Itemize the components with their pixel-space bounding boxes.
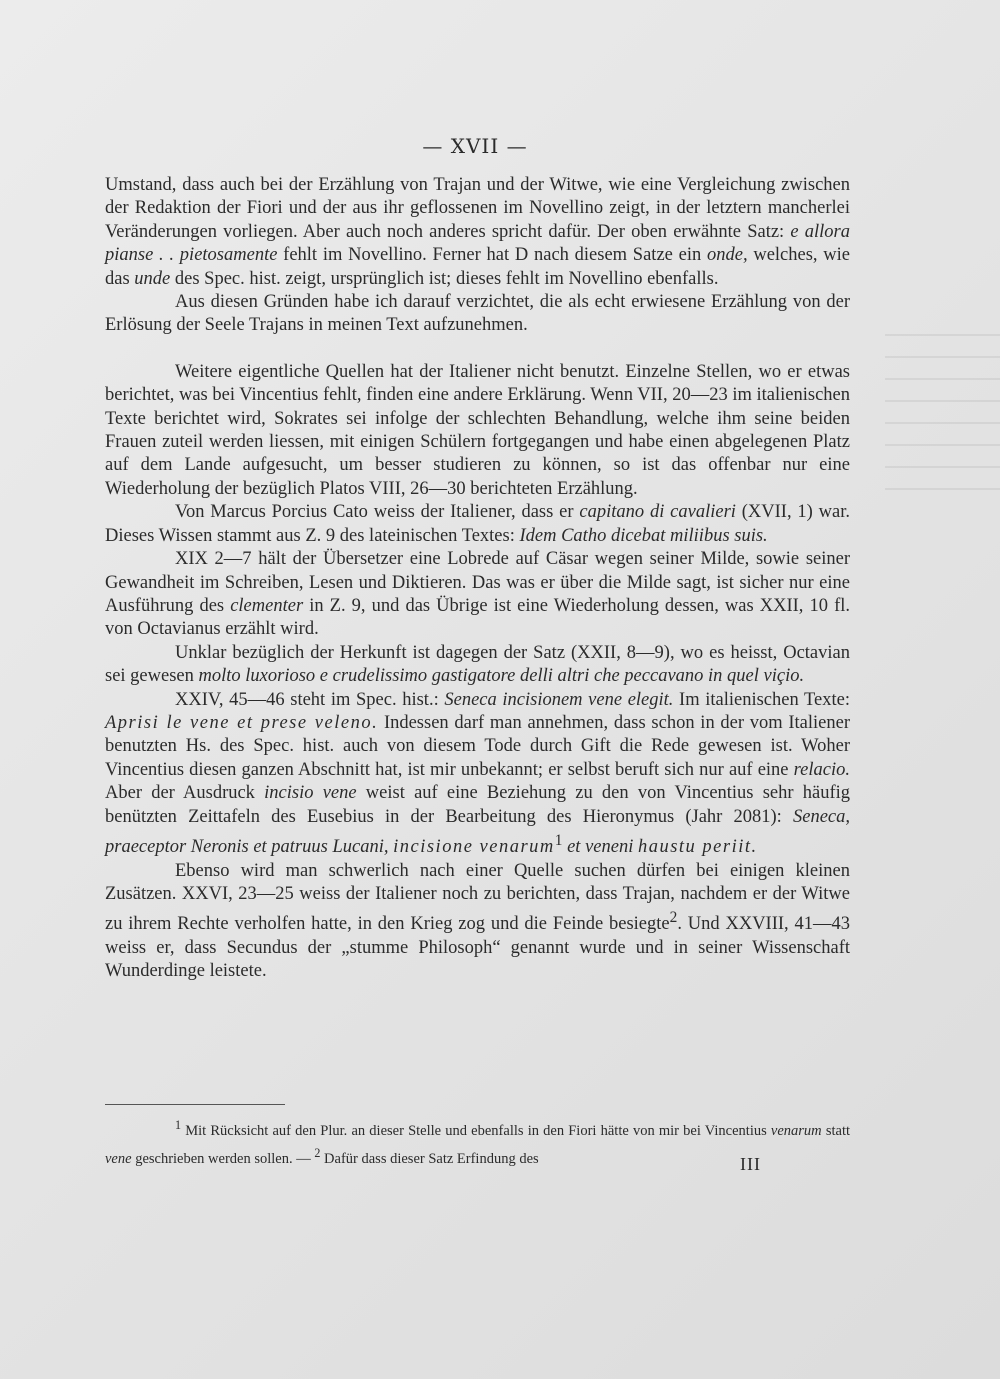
text-segment: incisione venarum	[393, 837, 555, 858]
text-segment: fehlt im Novellino. Ferner hat D nach diesem Satze ein	[277, 245, 707, 266]
text-segment: Aprisi le vene et prese veleno.	[105, 712, 379, 733]
text-segment: Weitere eigentliche Quellen hat der Italiener nicht benutzt. Einzelne Stellen, wo er etwas berichtet, was bei Vincentius fehlt, finden eine andere Erklärung. Wenn VII, 20—23 im italienischen Texte berichtet wird, Sokrates sei infolge der schlechten Behandlung, welche ihm seine beiden Frauen zuteil werden liessen, mit einigen Schülern fortgegangen und habe einen abgelegenen Platz auf dem Lande aufgesucht, um besser studieren zu können, so ist das offenbar nur eine Wiederholung der bezüglich Platos VIII, 26—30 berichteten Erzählung.	[105, 361, 850, 499]
text-segment: weist auf eine Beziehung zu den von Vincentius sehr häufig benützten Zeittafeln des Eusebius in der Bearbeitung des Hieronymus (Jahr 2081):	[105, 783, 851, 827]
signature-mark: III	[740, 1154, 761, 1174]
text-segment: incisio vene	[264, 783, 357, 804]
text-segment: venarum	[770, 1122, 822, 1139]
text-segment: in Z. 9, und das Übrige ist eine Wiederholung dessen, was XXII, 10 fl. von Octavianus erzählt wird.	[105, 595, 851, 640]
footnote-marker: 2	[669, 909, 678, 927]
text-segment: Aber der Ausdruck	[105, 783, 265, 804]
text-segment: Dafür dass dieser Satz Erfindung des	[320, 1150, 539, 1167]
text-segment: vene	[105, 1150, 132, 1167]
text-segment: Ebenso wird man schwerlich nach einer Quelle suchen dürfen bei einigen kleinen Zusätzen. XXVI, 23—25 weiss der Italiener noch zu berichten, dass Trajan, nachdem er der Witwe zu ihrem Rechte verholfen hatte, in den Krieg zog und die Feinde besiegte	[105, 860, 850, 935]
paragraph	[105, 361, 850, 501]
text-segment: e allora pianse . . pietosamente	[105, 221, 850, 266]
text-segment: relacio.	[793, 759, 850, 780]
paragraph	[105, 501, 850, 548]
page-number: — XVII —	[422, 134, 528, 158]
paragraph	[105, 860, 850, 984]
text-segment: onde,	[706, 245, 748, 266]
text-segment: Indessen darf man annehmen, dass schon in der vom Italiener benutzten Hs. des Spec. hist. auch von diesem Tode durch Gift die Rede gewesen ist. Woher Vincentius diesen ganzen Abschnitt hat, ist mir unbekannt; er selbst beruft sich nur auf eine	[105, 712, 850, 780]
text-segment: unde	[134, 268, 171, 289]
text-segment: capitano di cavalieri	[579, 502, 736, 523]
paragraph	[105, 548, 850, 642]
text-segment: et veneni	[562, 837, 638, 858]
text-segment: Mit Rücksicht auf den Plur. an dieser Stelle und ebenfalls in den Fiori hätte von mir bei Vincentius	[181, 1122, 771, 1139]
footnote-marker: 1	[554, 831, 563, 849]
footnote-marker: 1	[175, 1118, 182, 1132]
text-segment: Im italienischen Texte:	[673, 689, 850, 710]
text-segment: Unklar bezüglich der Herkunft ist dagegen der Satz (XXII, 8—9), wo es heisst, Octavian sei gewesen	[105, 642, 850, 687]
footnotes	[105, 1114, 850, 1170]
text-segment: des Spec. hist. zeigt, ursprünglich ist; dieses fehlt im Novellino ebenfalls.	[170, 268, 719, 289]
footnote-marker: 2	[314, 1145, 321, 1160]
text-segment: XXIV, 45—46 steht im Spec. hist.:	[175, 689, 445, 710]
body-text	[105, 174, 850, 984]
text-segment: welches, wie das	[105, 245, 851, 289]
paragraph	[105, 291, 850, 338]
paragraph	[105, 174, 850, 291]
show-through-text	[885, 330, 1000, 490]
text-segment: molto luxorioso e crudelissimo gastigatore delli altri che peccavano in quel viçio.	[198, 666, 805, 687]
text-segment: statt	[821, 1122, 851, 1139]
text-segment: Seneca, praeceptor Neronis et patruus Lucani,	[105, 806, 850, 858]
text-segment: . Und XXVIII, 41—43 weiss er, dass Secundus der „stumme Philosoph“ genannt wurde und in seiner Wissenschaft Wunderdinge leistete.	[105, 914, 850, 982]
text-segment: Aus diesen Gründen habe ich darauf verzichtet, die als echt erwiesene Erzählung von der Erlösung der Seele Trajans in meinen Text aufzunehmen.	[105, 292, 850, 336]
text-segment: geschrieben werden sollen. —	[131, 1150, 315, 1167]
paragraph	[105, 642, 850, 689]
text-segment: XIX 2—7 hält der Übersetzer eine Lobrede auf Cäsar wegen seiner Milde, sowie seiner Gewandheit im Schreiben, Lesen und Diktieren. Das was er über die Milde sagt, ist sicher nur eine Ausführung des	[105, 549, 850, 616]
text-segment: haustu periit.	[637, 837, 758, 858]
text-segment: (XVII, 1) war. Dieses Wissen stammt aus Z. 9 des lateinischen Textes:	[105, 502, 851, 546]
text-segment: Idem Catho dicebat miliibus suis.	[519, 525, 768, 546]
text-segment: Von Marcus Porcius Cato weiss der Italiener, dass er	[175, 502, 580, 523]
footnote-rule	[105, 1104, 285, 1105]
text-segment: clementer	[230, 595, 304, 616]
text-segment: Seneca incisionem vene elegit.	[444, 689, 674, 710]
paragraph	[105, 689, 850, 860]
text-segment: Umstand, dass auch bei der Erzählung von Trajan und der Witwe, wie eine Vergleichung zwischen der Redaktion der Fiori und der aus ihr geflossenen im Novellino zeigt, in der letztern mancherlei Veränderungen vorliegen. Aber auch noch anderes spricht dafür. Der oben erwähnte Satz:	[105, 175, 850, 242]
